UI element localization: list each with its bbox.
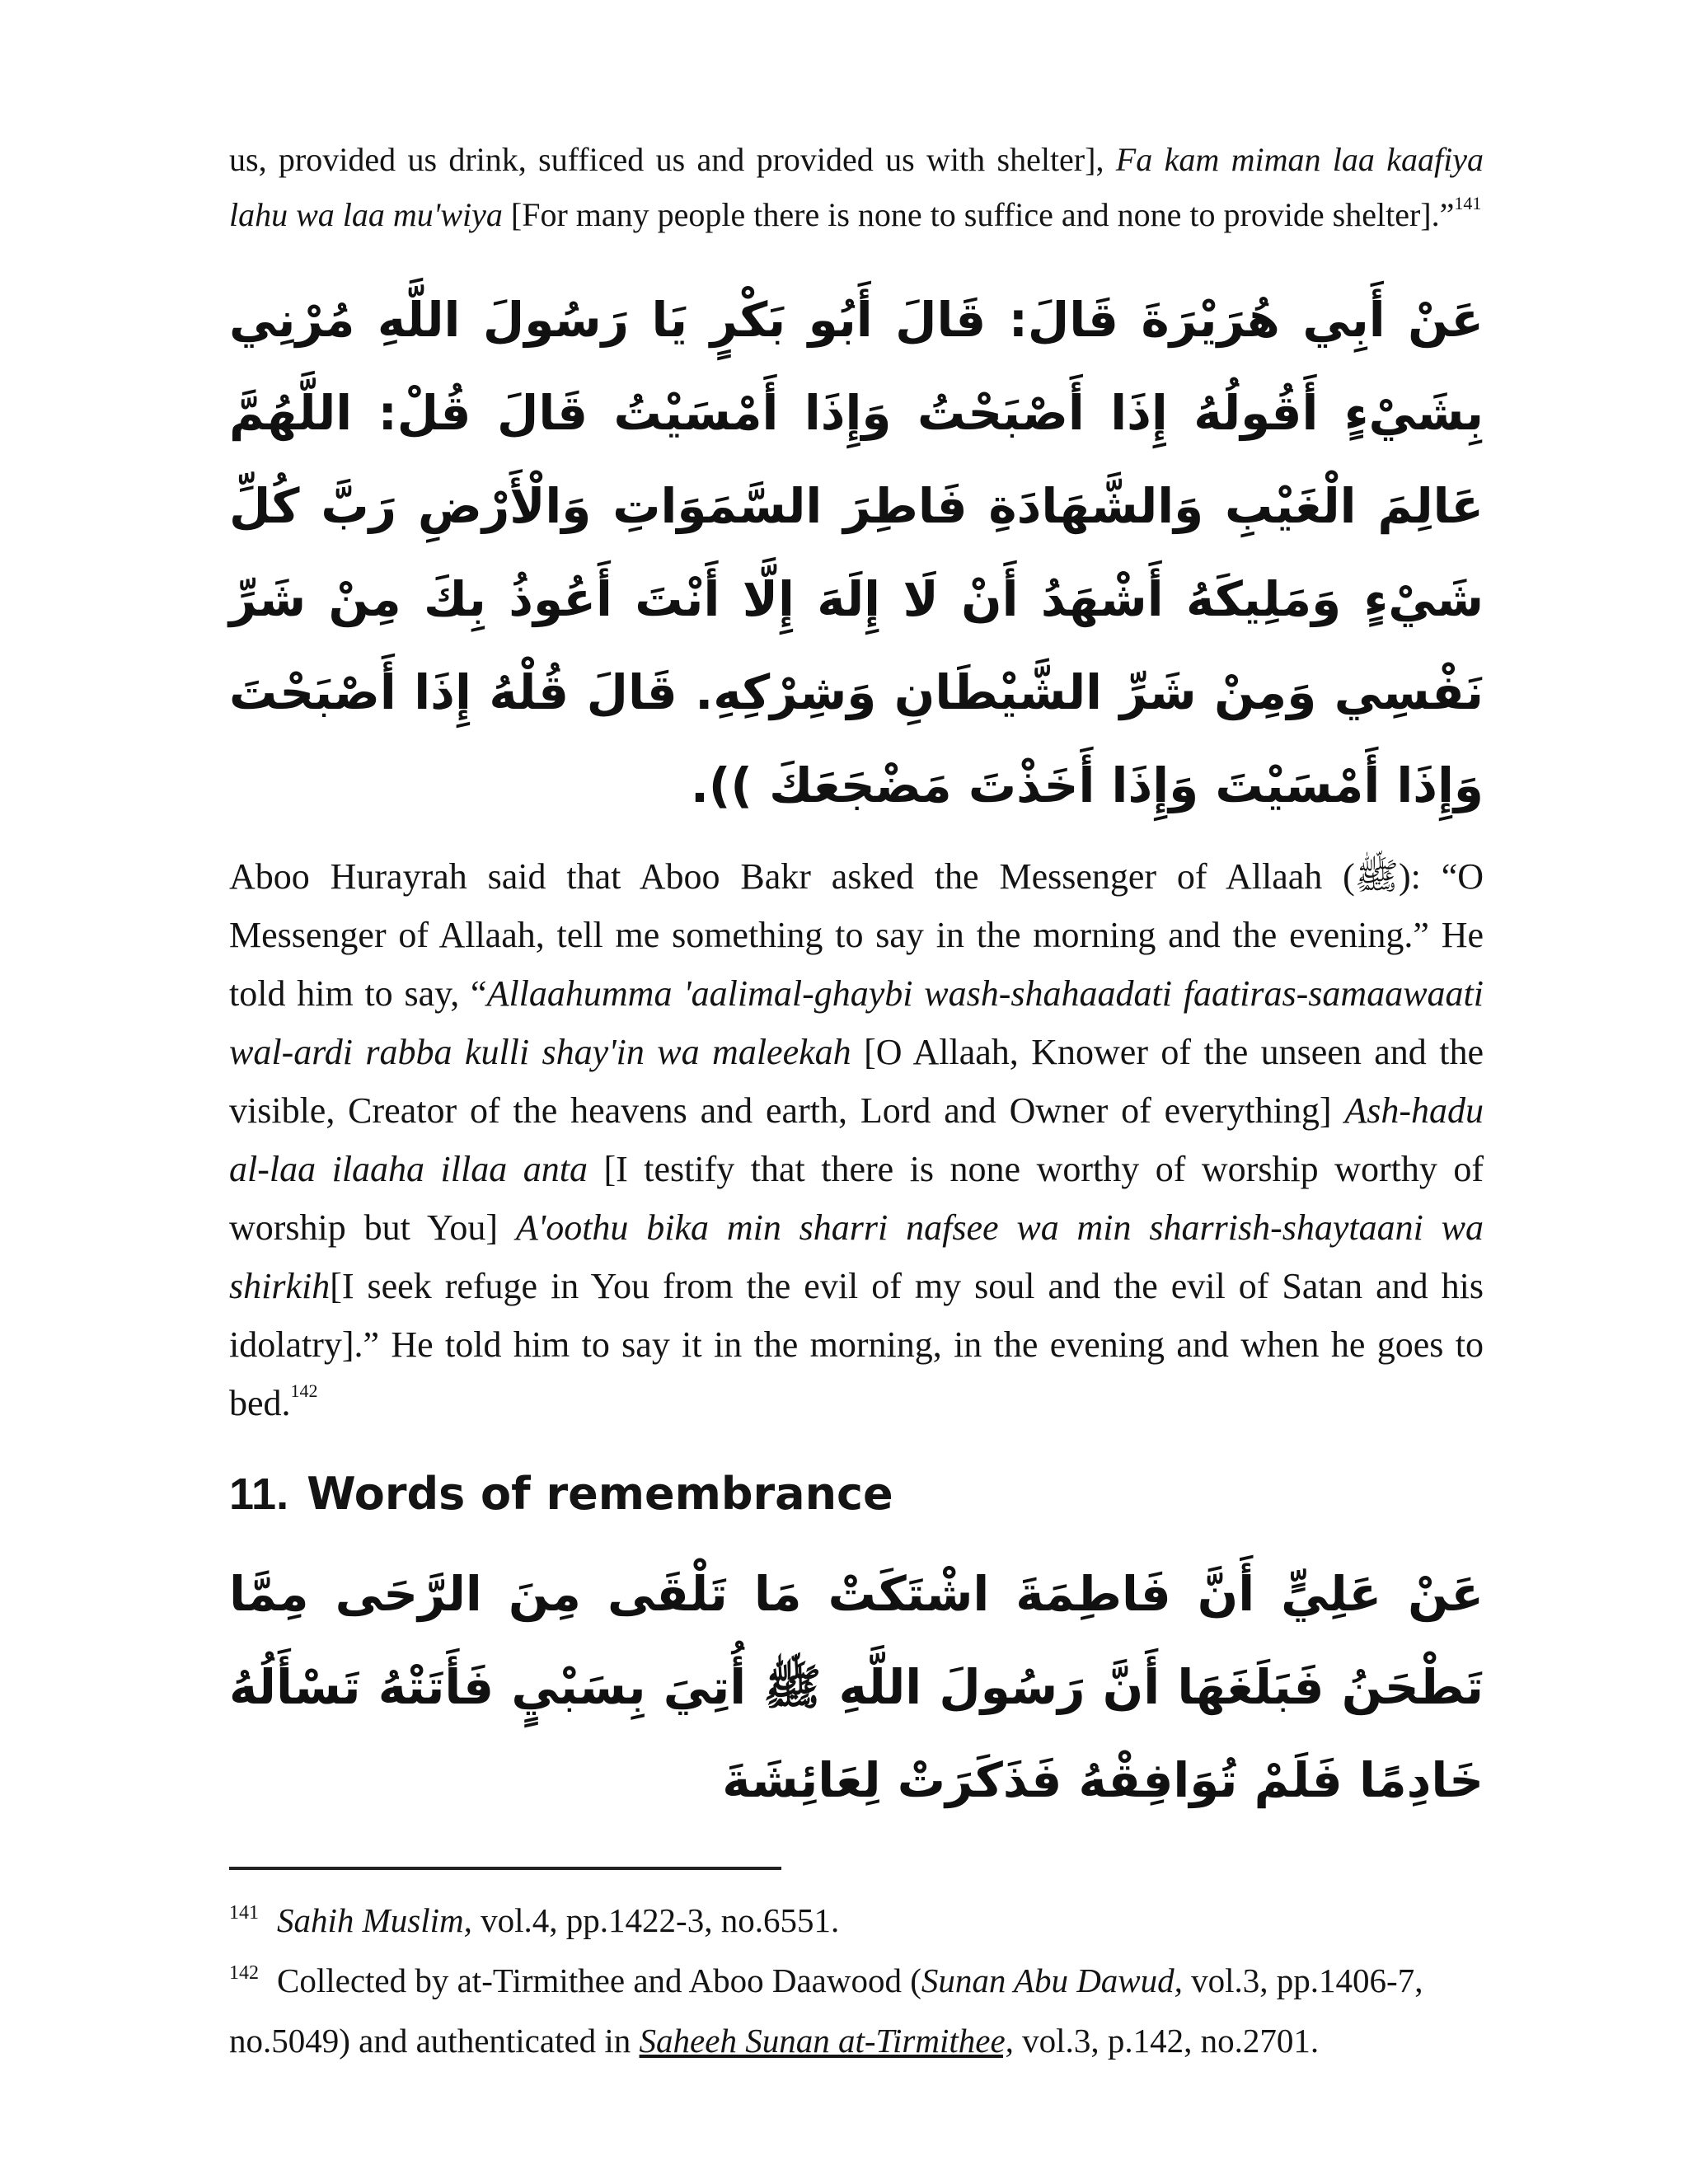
footnote-text: vol.3, p.142, no.2701. xyxy=(1013,2022,1320,2060)
text-run: [O Allaah, Knower of the unseen and the visible, Creator of the heavens and earth, Lord and Owner of everything] xyxy=(229,1032,1484,1131)
section-number: 11. xyxy=(229,1469,289,1519)
section-heading xyxy=(229,1457,1484,1531)
section-title: Words of remembrance xyxy=(307,1468,893,1520)
footnote-text: Collected by at-Tirmithee and Aboo Daawood ( xyxy=(277,1961,921,1999)
footnote-ref-141: 141 xyxy=(1454,192,1482,213)
text-run: Aboo Hurayrah said that Aboo Bakr asked the Messenger of Allaah (ﷺ): “O Messenger of Allaah, tell me something to say in the morning and the evening.” He told him to say, “ xyxy=(229,856,1484,1014)
footnote-source-title: Saheeh Sunan at-Tirmithee, xyxy=(639,2022,1014,2060)
footnote-142 xyxy=(229,1953,1484,2068)
text-run: [I seek refuge in You from the evil of my soul and the evil of Satan and his idolatry].” He told him to say it in the morning, in the evening and when he goes to bed. xyxy=(229,1266,1484,1423)
italic-transliteration: Fa kam miman laa kaafiya lahu wa laa mu'wiya xyxy=(229,141,1484,233)
text-run: [I testify that there is none worthy of worship worthy of worship but You] xyxy=(229,1149,1484,1248)
footnote-141 xyxy=(229,1893,1484,1953)
footnote-number: 142 xyxy=(229,1962,259,1984)
paragraph-continuation xyxy=(229,132,1484,242)
italic-transliteration: Allaahumma 'aalimal-ghaybi wash-shahaadati faatiras-samaawaati wal-ardi rabba kulli shay'in wa maleekah xyxy=(229,973,1484,1072)
footnote-ref-142: 142 xyxy=(290,1380,318,1402)
footnote-source-title: Sahih Muslim, xyxy=(277,1901,472,1939)
document-page xyxy=(229,132,1484,2068)
footnote-text: vol.3, pp.1406-7, no.5049) and authenticated in xyxy=(229,1961,1423,2060)
arabic-hadith-text: عَنْ أَبِي هُرَيْرَةَ قَالَ: قَالَ أَبُو بَكْرٍ يَا رَسُولَ اللَّهِ مُرْنِي بِشَيْءٍ أَقُولُهُ إِذَا أَصْبَحْتُ وَإِذَا أَمْسَيْتُ قَالَ قُلْ: اللَّهُمَّ عَالِمَ الْغَيْبِ وَالشَّهَادَةِ فَاطِرَ السَّمَوَاتِ وَالْأَرْضِ رَبَّ كُلِّ شَيْءٍ وَمَلِيكَهُ أَشْهَدُ أَنْ لَا إِلَهَ إِلَّا أَنْتَ أَعُوذُ بِكَ مِنْ شَرِّ نَفْسِي وَمِنْ شَرِّ الشَّيْطَانِ وَشِرْكِهِ. قَالَ قُلْهُ إِذَا أَصْبَحْتَ وَإِذَا أَمْسَيْتَ وَإِذَا أَخَذْتَ مَضْجَعَكَ )). xyxy=(229,292,1484,813)
paragraph-translation xyxy=(229,847,1484,1432)
footnote-divider xyxy=(229,1867,781,1870)
italic-transliteration: A'oothu bika min sharri nafsee wa min sharrish-shaytaani wa shirkih xyxy=(229,1207,1484,1306)
arabic-hadith-text-2: عَنْ عَلِيٍّ أَنَّ فَاطِمَةَ اشْتَكَتْ مَا تَلْقَى مِنَ الرَّحَى مِمَّا تَطْحَنُ فَبَلَغَهَا أَنَّ رَسُولَ اللَّهِ ﷺ أُتِيَ بِسَبْيٍ فَأَتَتْهُ تَسْأَلُهُ خَادِمًا فَلَمْ تُوَافِقْهُ فَذَكَرَتْ لِعَائِشَةَ xyxy=(229,1566,1484,1808)
footnote-text: vol.4, pp.1422-3, no.6551. xyxy=(471,1901,840,1939)
text-run: us, provided us drink, sufficed us and provided us with shelter], xyxy=(229,141,1116,178)
text-run: [For many people there is none to suffice and none to provide shelter].” xyxy=(502,196,1455,233)
footnotes xyxy=(229,1893,1484,2068)
footnote-number: 141 xyxy=(229,1902,259,1924)
footnote-source-title: Sunan Abu Dawud, xyxy=(921,1961,1183,1999)
italic-transliteration: Ash-hadu al-laa ilaaha illaa anta xyxy=(229,1090,1484,1189)
